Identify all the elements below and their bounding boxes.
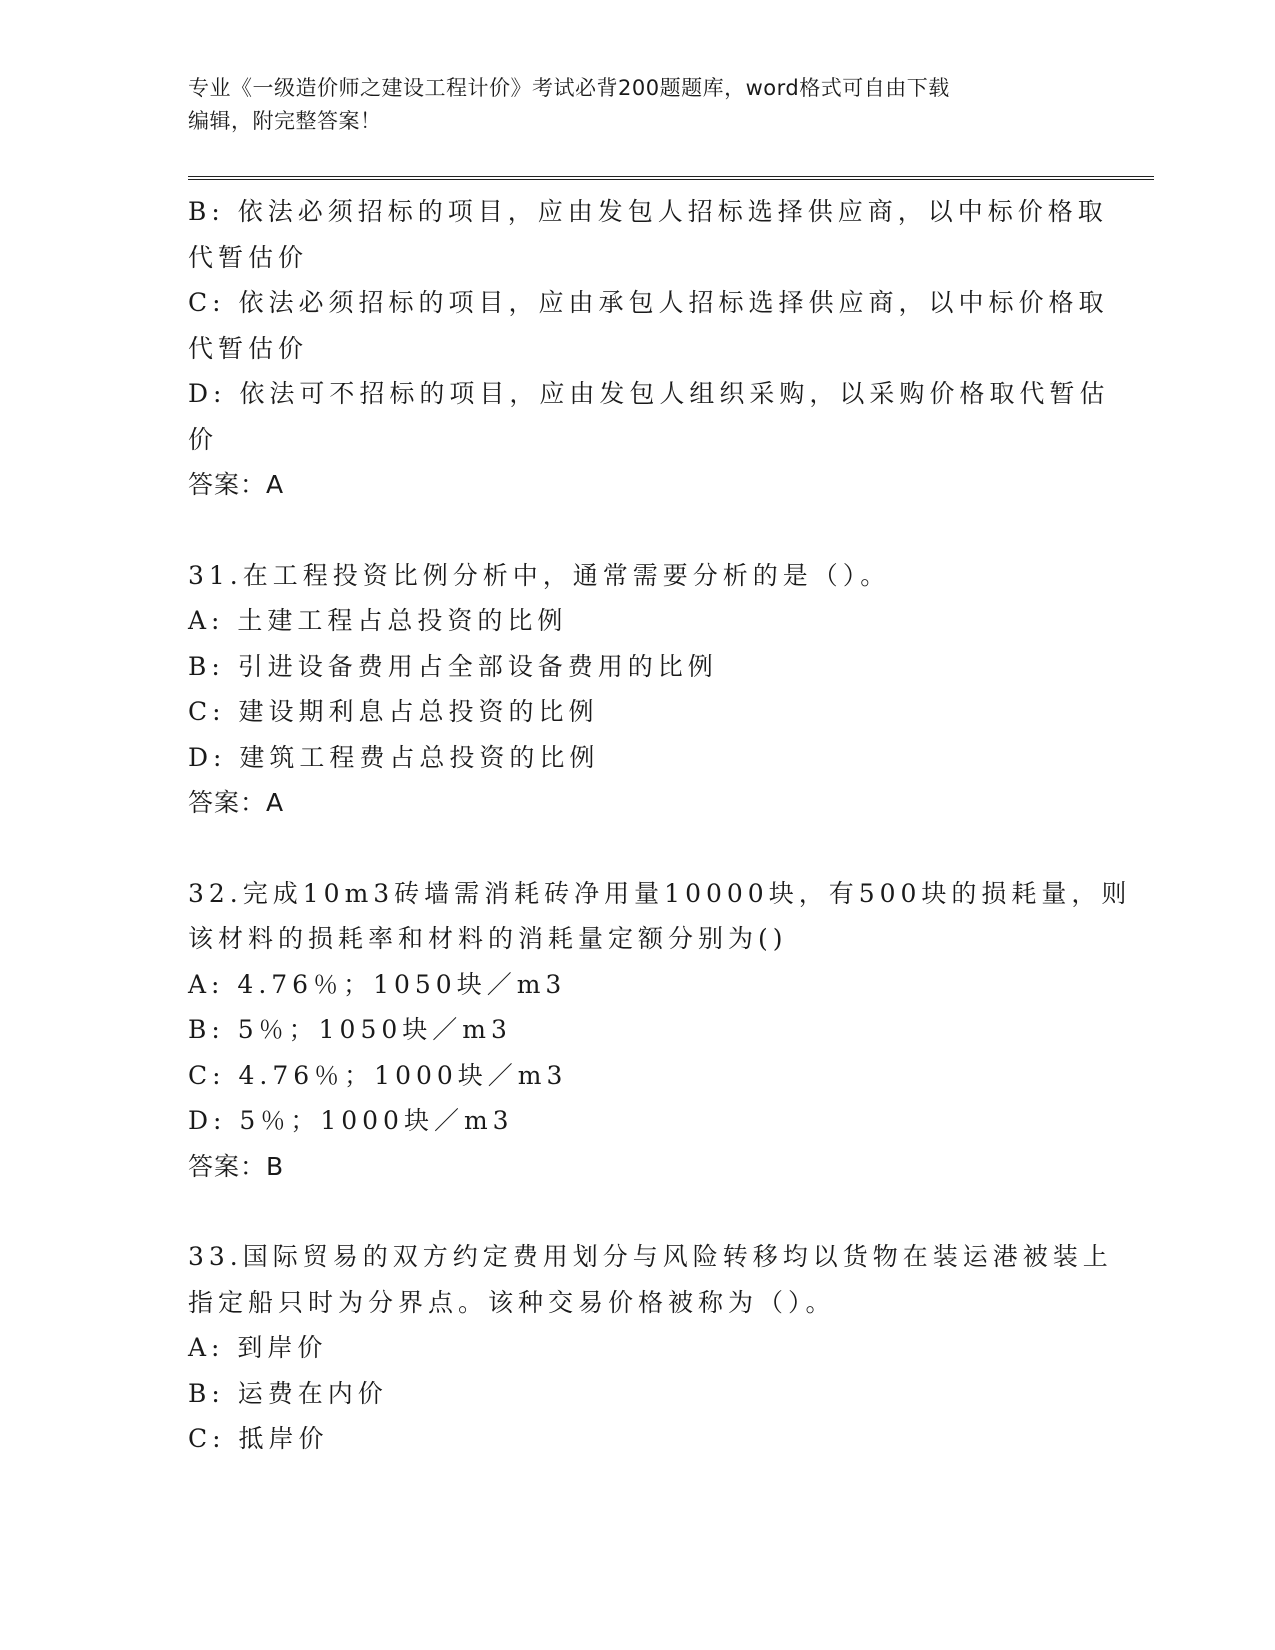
option-b: B: 依法必须招标的项目，应由发包人招标选择供应商，以中标价格取: [188, 197, 1108, 226]
answer: 答案：A: [188, 470, 285, 499]
option-d: D: 建筑工程费占总投资的比例: [188, 742, 600, 772]
option-b: B: 5％；1050块／m3: [188, 1015, 512, 1044]
document-body: [188, 189, 1132, 1462]
spacer: [188, 826, 1088, 871]
spacer: [188, 508, 1088, 553]
option-c: C: 建设期利息占总投资的比例: [188, 697, 599, 726]
question-stem: 33.国际贸易的双方约定费用划分与风险转移均以货物在装运港被装上: [188, 1242, 1113, 1271]
option-c: C: 依法必须招标的项目，应由承包人招标选择供应商，以中标价格取: [188, 288, 1109, 317]
option-c: C: 4.76％；1000块／m3: [188, 1060, 568, 1090]
spacer: [188, 1189, 1088, 1234]
question-30: [188, 189, 1110, 508]
answer: 答案：B: [188, 1151, 285, 1181]
question-stem: 31.在工程投资比例分析中，通常需要分析的是（）。: [188, 560, 891, 590]
option-a: A: 4.76％；1050块／m3: [188, 969, 567, 999]
question-stem-cont: 指定船只时为分界点。该种交易价格被称为（）。: [188, 1287, 836, 1317]
question-stem: 32.完成10m3砖墙需消耗砖净用量10000块，有500块的损耗量，则: [188, 878, 1132, 908]
option-c-cont: 代暂估价: [188, 333, 309, 363]
question-31: [188, 553, 1088, 826]
header-line: 编辑，附完整答案！: [188, 109, 382, 133]
option-b: B: 引进设备费用占全部设备费用的比例: [188, 651, 718, 681]
option-d-cont: 价: [188, 424, 219, 454]
question-stem-cont: 该材料的损耗率和材料的消耗量定额分别为(): [188, 924, 788, 953]
option-c: C: 抵岸价: [188, 1424, 329, 1453]
option-d: D: 5％；1000块／m3: [188, 1106, 514, 1135]
answer: 答案：A: [188, 788, 285, 817]
header-divider: [188, 176, 1154, 180]
page-header: [188, 72, 1068, 138]
option-a: A: 土建工程占总投资的比例: [188, 606, 568, 635]
option-b-cont: 代暂估价: [188, 242, 309, 272]
question-32: [188, 871, 1132, 1190]
header-line: 专业《一级造价师之建设工程计价》考试必背200题题库，word格式可自由下载: [188, 76, 950, 100]
option-d: D: 依法可不招标的项目，应由发包人组织采购，以采购价格取代暂估: [188, 379, 1110, 408]
question-33: [188, 1234, 1113, 1462]
option-b: B: 运费在内价: [188, 1378, 388, 1408]
option-a: A: 到岸价: [188, 1333, 328, 1362]
